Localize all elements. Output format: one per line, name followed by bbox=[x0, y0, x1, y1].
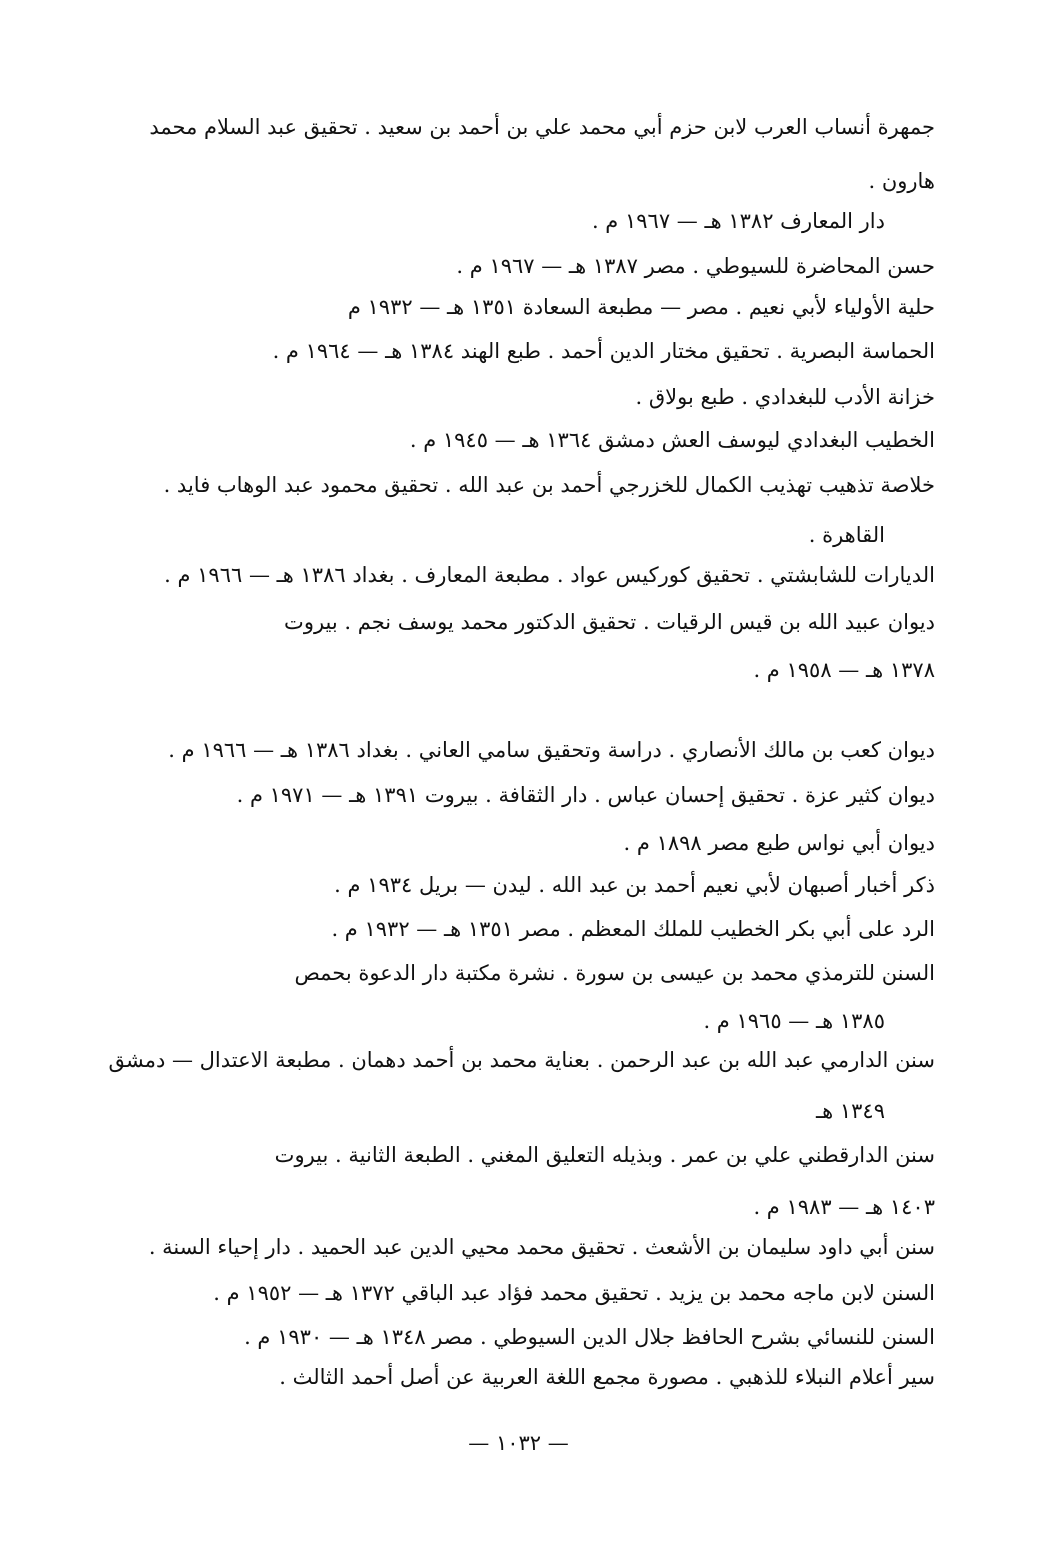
bib-line-1: جمهرة أنساب العرب لابن حزم أبي محمد علي بن أحمد بن سعيد . تحقيق عبد السلام محمد bbox=[149, 115, 935, 139]
bib-line-15: ديوان كثير عزة . تحقيق إحسان عباس . دار الثقافة . بيروت ١٣٩١ هـ — ١٩٧١ م . bbox=[236, 783, 935, 807]
page-number: — ١٠٣٢ — bbox=[468, 1431, 569, 1455]
bib-line-19: السنن للترمذي محمد بن عيسى بن سورة . نشرة مكتبة دار الدعوة بحمص bbox=[294, 961, 935, 985]
bib-line-5: حلية الأولياء لأبي نعيم . مصر — مطبعة السعادة ١٣٥١ هـ — ١٩٣٢ م bbox=[347, 295, 935, 319]
bib-line-10: القاهرة . bbox=[808, 523, 885, 547]
bib-line-13: ١٣٧٨ هـ — ١٩٥٨ م . bbox=[753, 658, 935, 682]
bib-line-17: ذكر أخبار أصبهان لأبي نعيم أحمد بن عبد الله . ليدن — بريل ١٩٣٤ م . bbox=[334, 873, 935, 897]
bib-line-12: ديوان عبيد الله بن قيس الرقيات . تحقيق الدكتور محمد يوسف نجم . بيروت bbox=[284, 610, 935, 634]
bib-line-18: الرد على أبي بكر الخطيب للملك المعظم . مصر ١٣٥١ هـ — ١٩٣٢ م . bbox=[331, 917, 935, 941]
bib-line-25: سنن أبي داود سليمان بن الأشعث . تحقيق محمد محيي الدين عبد الحميد . دار إحياء السنة . bbox=[148, 1235, 935, 1259]
bib-line-22: ١٣٤٩ هـ bbox=[815, 1099, 885, 1123]
bib-line-14: ديوان كعب بن مالك الأنصاري . دراسة وتحقيق سامي العاني . بغداد ١٣٨٦ هـ — ١٩٦٦ م . bbox=[168, 738, 935, 762]
bib-line-26: السنن لابن ماجه محمد بن يزيد . تحقيق محمد فؤاد عبد الباقي ١٣٧٢ هـ — ١٩٥٢ م . bbox=[213, 1281, 935, 1305]
bib-line-21: سنن الدارمي عبد الله بن عبد الرحمن . بعناية محمد بن أحمد دهمان . مطبعة الاعتدال — دمشق bbox=[108, 1048, 935, 1072]
bib-line-9: خلاصة تذهيب تهذيب الكمال للخزرجي أحمد بن عبد الله . تحقيق محمود عبد الوهاب فايد . bbox=[163, 473, 935, 497]
bib-line-8: الخطيب البغدادي ليوسف العش دمشق ١٣٦٤ هـ — ١٩٤٥ م . bbox=[409, 428, 935, 452]
bib-line-4: حسن المحاضرة للسيوطي . مصر ١٣٨٧ هـ — ١٩٦٧ م . bbox=[456, 254, 935, 278]
bib-line-23: سنن الدارقطني علي بن عمر . وبذيله التعليق المغني . الطبعة الثانية . بيروت bbox=[274, 1143, 935, 1167]
bib-line-7: خزانة الأدب للبغدادي . طبع بولاق . bbox=[635, 385, 935, 409]
bib-line-24: ١٤٠٣ هـ — ١٩٨٣ م . bbox=[753, 1195, 935, 1219]
bib-line-3: دار المعارف ١٣٨٢ هـ — ١٩٦٧ م . bbox=[591, 209, 885, 233]
bib-line-6: الحماسة البصرية . تحقيق مختار الدين أحمد . طبع الهند ١٣٨٤ هـ — ١٩٦٤ م . bbox=[272, 339, 935, 363]
bib-line-20: ١٣٨٥ هـ — ١٩٦٥ م . bbox=[703, 1009, 885, 1033]
bib-line-2: هارون . bbox=[868, 169, 935, 193]
bib-line-27: السنن للنسائي بشرح الحافظ جلال الدين السيوطي . مصر ١٣٤٨ هـ — ١٩٣٠ م . bbox=[244, 1325, 935, 1349]
bib-line-11: الديارات للشابشتي . تحقيق كوركيس عواد . مطبعة المعارف . بغداد ١٣٨٦ هـ — ١٩٦٦ م . bbox=[164, 563, 935, 587]
bib-line-16: ديوان أبي نواس طبع مصر ١٨٩٨ م . bbox=[623, 831, 935, 855]
bib-line-28: سير أعلام النبلاء للذهبي . مصورة مجمع اللغة العربية عن أصل أحمد الثالث . bbox=[279, 1365, 935, 1389]
